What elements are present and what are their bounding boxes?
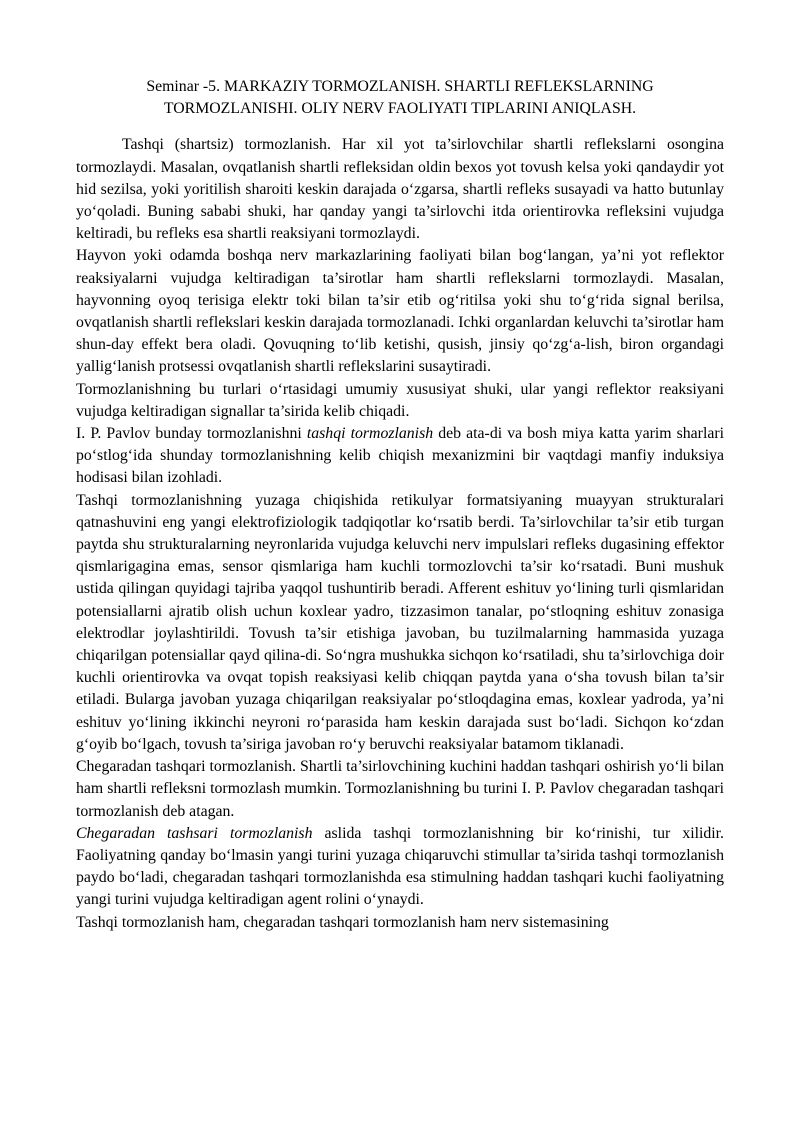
title-line-2: TORMOZLANISHI. OLIY NERV FAOLIYATI TIPLARINI ANIQLASH.: [163, 100, 637, 118]
paragraph-3: Tormozlanishning bu turlari o‘rtasidagi umumiy xususiyat shuki, ular yangi reflektor reaksiyani vujudga keltiradigan signallar ta’sirida kelib chiqadi.: [76, 380, 724, 420]
paragraph-7: [76, 823, 724, 912]
paragraph-4: [76, 423, 724, 490]
document-page: [76, 76, 724, 934]
paragraph-2: Hayvon yoki odamda boshqa nerv markazlarining faoliyati bilan bog‘langan, ya’ni yot reflektor reaksiyalarni vujudga keltiradigan ta’sirotlar ham shartli reflekslarni tormozlaydi. Masalan, hayvonning oyoq terisiga elektr toki bilan ta’sir etib og‘ritilsa yoki shu to‘g‘rida signal berilsa, ovqatlanish shartli reflekslari keskin darajada tormozlanadi. Ichki organlardan keluvchi ta’sirotlar ham shun-day effekt bera oladi. Qovuqning to‘lib ketishi, qusish, jinsiy qo‘zg‘a-lish, biron organdagi yallig‘lanish protsessi ovqatlanish shartli reflekslarini susaytiradi.: [76, 247, 724, 376]
paragraph-4-italic-term: tashqi tormozlanish: [306, 425, 434, 443]
paragraph-7-italic-term: Chegaradan tashsari tormozlanish: [76, 824, 313, 842]
paragraph-5: Tashqi tormozlanishning yuzaga chiqishida retikulyar formatsiyaning muayyan strukturalari qatnashuvini eng yangi elektrofiziologik tadqiqotlar ko‘rsatib berdi. Ta’sirlovchilar ta’sir etib turgan paytda shu strukturalarning neyronlarida vujudga keluvchi nerv impulslari refleks dugasining effektor qismlarigagina emas, sensor qismlariga ham kuchli tormozlovchi ta’sir ko‘rsatadi. Buni mushuk ustida qilingan quyidagi tajriba yaqqol tushuntirib beradi. Afferent eshituv yo‘lining turli qismlaridan potensiallarni ajratib olish uchun koxlear yadro, tizzasimon tanalar, po‘stloqning eshituv zonasiga elektrodlar joylashtirildi. Tovush ta’sir etishiga javoban, bu tuzilmalarning hammasida yuzaga chiqarilgan potensiallar qayd qilina-di. So‘ngra mushukka sichqon ko‘rsatiladi, shu ta’sirlovchiga doir kuchli orientirovka va ovqat topish reaksiyasi kelib chiqqan paytda yana o‘sha tovush bilan ta’sir etiladi. Bularga javoban yuzaga chiqarilgan reaksiyalar po‘stloqdagina emas, koxlear yadroda, ya’ni eshituv yo‘lining ikkinchi neyroni ro‘parasida ham keskin darajada sust bo‘ladi. Sichqon ko‘zdan g‘oyib bo‘lgach, tovush ta’siriga javoban ro‘y beruvchi reaksiyalar batamom tiklanadi.: [76, 491, 724, 753]
paragraph-8: Tashqi tormozlanish ham, chegaradan tashqari tormozlanish ham nerv sistemasining: [76, 913, 609, 931]
paragraph-4-text-before: I. P. Pavlov bunday tormozlanishni: [76, 425, 307, 443]
paragraph-7-text-after: aslida tashqi tormozlanishning bir ko‘rinishi, tur xilidir. Faoliyatning qanday bo‘lmasin yangi turini yuzaga chiqaruvchi stimullar ta’sirida tashqi tormozlanish paydo bo‘ladi, chegaradan tashqari tormozlanishda esa stimulning haddan tashqari kuchi faoliyatning yangi turini vujudga keltiradigan agent rolini o‘ynaydi.: [76, 824, 725, 909]
page-title: [76, 76, 724, 120]
paragraph-4-text-after: deb ata-di va bosh miya katta yarim sharlari po‘stlog‘ida shunday tormozlanishning kelib chiqish mexanizmini bir vaqtdagi manfiy induksiya hodisasi bilan izohladi.: [76, 425, 724, 487]
paragraph-1: Tashqi (shartsiz) tormozlanish. Har xil yot ta’sirlovchilar shartli reflekslarni osongina tormozlaydi. Masalan, ovqatlanish shartli refleksidan oldin bexos yot tovush kelsa yoki qandaydir yot hid sezilsa, yoki yoritilish sharoiti keskin darajada o‘zgarsa, shartli refleks susayadi va hatto butunlay yo‘qoladi. Buning sababi shuki, har qanday yangi ta’sirlovchi itda orientirovka refleksini vujudga keltiradi, bu refleks esa shartli reaksiyani tormozlaydi.: [76, 136, 724, 243]
paragraph-6: Chegaradan tashqari tormozlanish. Shartli ta’sirlovchining kuchini haddan tashqari oshirish yo‘li bilan ham shartli refleksni tormozlash mumkin. Tormozlanishning bu turini I. P. Pavlov chegaradan tashqari tormozlanish deb atagan.: [76, 758, 724, 820]
title-line-1: Seminar -5. MARKAZIY TORMOZLANISH. SHARTLI REFLEKSLARNING: [146, 78, 654, 95]
